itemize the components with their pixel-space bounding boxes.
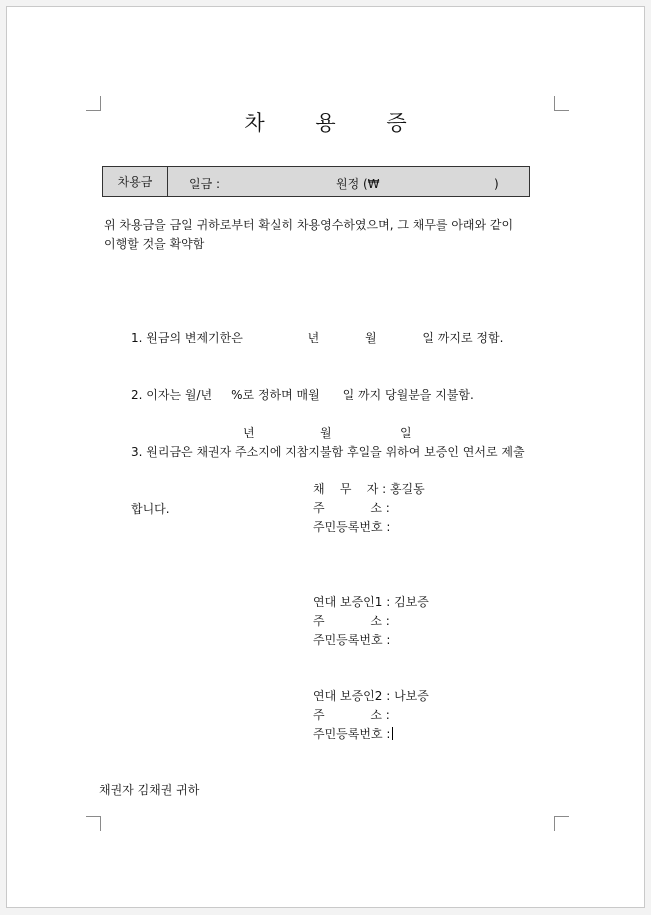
debtor-rrn: 주민등록번호 : xyxy=(313,520,391,534)
guarantor2-rrn-row[interactable] xyxy=(313,725,393,742)
creditor-line: 채권자 김채권 귀하 xyxy=(99,783,200,797)
document-title: 차 용 증 xyxy=(244,111,429,135)
guarantor1-address: 주 소 : xyxy=(313,614,390,628)
guarantor1-rrn: 주민등록번호 : xyxy=(313,633,391,647)
margin-mark-bottom-left xyxy=(86,816,101,831)
debtor-name: 채 무 자 : 홍길동 xyxy=(313,482,425,496)
intro-line: 위 차용금을 금일 귀하로부터 확실히 차용영수하였으며, 그 채무를 아래와 같이 xyxy=(104,218,514,232)
clause-1: 1. 원금의 변제기한은 년 월 일 까지로 정함. xyxy=(131,331,504,345)
amount-il-geum: 일금 : xyxy=(189,177,221,191)
guarantor2-address: 주 소 : xyxy=(313,708,390,722)
guarantor2-rrn: 주민등록번호 : xyxy=(313,727,391,741)
clause-2: 2. 이자는 월/년 %로 정하며 매월 일 까지 당월분을 지불함. xyxy=(131,388,474,402)
clause-3: 3. 원리금은 채권자 주소지에 지참지불함 후일을 위하여 보증인 연서로 제출 xyxy=(131,445,525,459)
date-day: 일 xyxy=(400,426,412,440)
amount-won-jeong: 원정 (₩ ) xyxy=(336,177,499,191)
date-month: 월 xyxy=(320,426,332,440)
guarantor1-name: 연대 보증인1 : 김보증 xyxy=(313,595,429,609)
debtor-address: 주 소 : xyxy=(313,501,390,515)
date-year: 년 xyxy=(243,426,255,440)
loan-amount-label: 차용금 xyxy=(103,167,168,196)
intro-line: 이행할 것을 확약함 xyxy=(104,237,205,251)
margin-mark-bottom-right xyxy=(554,816,569,831)
clause-3-continued: 합니다. xyxy=(131,502,170,516)
loan-amount-box xyxy=(102,166,530,197)
guarantor2-name: 연대 보증인2 : 나보증 xyxy=(313,689,429,703)
text-cursor xyxy=(392,727,393,740)
intro-paragraph xyxy=(104,216,513,254)
